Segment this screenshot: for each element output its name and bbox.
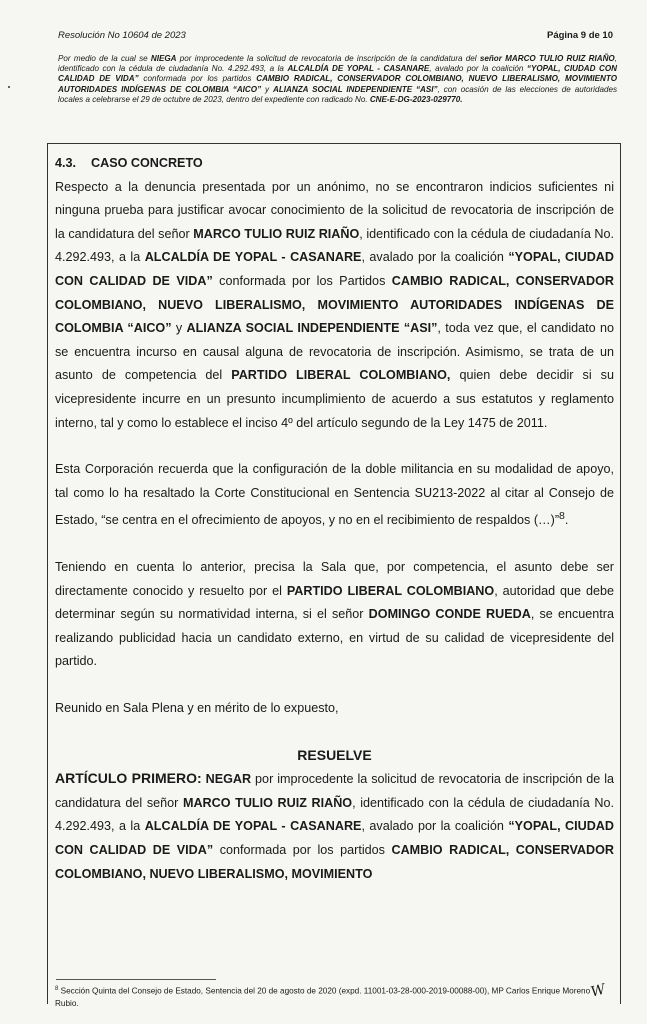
scan-mark bbox=[8, 86, 10, 88]
article-primero: ARTÍCULO PRIMERO: NEGAR por improcedente la solicitud de revocatoria de inscripción de la candidatura del señor MARCO TULIO RUIZ RIAÑO, identificado con la cédula de ciudadanía No. 4.292.493, a la ALCALDÍA DE YOPAL - CASANARE, avalado por la coalición “YOPAL, CIUDAD CON CALIDAD DE VIDA” conformada por los partidos CAMBIO RADICAL, CONSERVADOR COLOMBIANO, NUEVO LIBERALISMO, MOVIMIENTO bbox=[55, 770, 615, 881]
resuelve-heading: RESUELVE bbox=[297, 746, 372, 763]
section-heading bbox=[55, 152, 614, 176]
footnote: $^8$ Sección Quinta del Consejo de Estado, Sentencia del 20 de agosto de 2020 (expd. 11001-03-28-000-2019-00088-00), MP Carlos Enrique Moreno Rubio. bbox=[55, 986, 591, 1008]
section-title: CASO CONCRETO bbox=[91, 156, 203, 170]
page-number: Página 9 de 10 bbox=[546, 30, 613, 41]
page-header bbox=[58, 30, 617, 105]
paragraph-2: Esta Corporación recuerda que la configuración de la doble militancia en su modalidad de apoyo, tal como lo ha resaltado la Corte Constitucional en Sentencia SU213-2022 al citar al Consejo de Estado, “se centra en el ofrecimiento de apoyos, y no en el recibimiento de respaldos (…)”$^8$. bbox=[55, 462, 614, 528]
paragraph-4: Reunido en Sala Plena y en mérito de lo expuesto, bbox=[55, 701, 339, 716]
resolution-summary: Por medio de la cual se NIEGA por improcedente la solicitud de revocatoria de inscripción de la candidatura del señor MARCO TULIO RUIZ RIAÑO, identificado con la cédula de ciudadanía No. 4.292.493, a la ALCALDÍA DE YOPAL - CASANARE, avalado por la coalición “YOPAL, CIUDAD CON CALIDAD DE VIDA” conformada por los partidos CAMBIO RADICAL, CONSERVADOR COLOMBIANO, NUEVO LIBERALISMO, MOVIMIENTO AUTORIDADES INDÍGENAS DE COLOMBIA “AICO” y ALIANZA SOCIAL INDEPENDIENTE “ASI”, con ocasión de las elecciones de autoridades locales a celebrarse el 29 de octubre de 2023, dentro del expediente con radicado No. CNE-E-DG-2023-029770. bbox=[58, 54, 617, 104]
resolution-number: Resolución No 10604 de 2023 bbox=[58, 30, 186, 41]
footnote-divider bbox=[56, 979, 216, 980]
paragraph-1: Respecto a la denuncia presentada por un anónimo, no se encontraron indicios suficientes ni ninguna prueba para justificar avocar conocimiento de la solicitud de revocatoria de inscripción de la candidatura del señor MARCO TULIO RUIZ RIAÑO, identificado con la cédula de ciudadanía No. 4.292.493, a la ALCALDÍA DE YOPAL - CASANARE, avalado por la coalición “YOPAL, CIUDAD CON CALIDAD DE VIDA” conformada por los Partidos CAMBIO RADICAL, CONSERVADOR COLOMBIANO, NUEVO LIBERALISMO, MOVIMIENTO AUTORIDADES INDÍGENAS DE COLOMBIA “AICO” y ALIANZA SOCIAL INDEPENDIENTE “ASI”, toda vez que, el candidato no se encuentra incurso en causal alguna de revocatoria de inscripción. Asimismo, se trata de un asunto de competencia del PARTIDO LIBERAL COLOMBIANO, quien debe decidir si su vicepresidente incurre en un presunto incumplimiento de acuerdo a sus estatutos y reglamento interno, tal y como lo establece el inciso 4º del artículo segundo de la Ley 1475 de 2011. bbox=[55, 179, 615, 430]
section-number: 4.3. bbox=[55, 156, 77, 170]
paragraph-3: Teniendo en cuenta lo anterior, precisa la Sala que, por competencia, el asunto debe ser directamente conocido y resuelto por el PARTIDO LIBERAL COLOMBIANO, autoridad que debe determinar según su normatividad interna, si el señor DOMINGO CONDE RUEDA, se encuentra realizando publicidad hacia un candidato externo, en virtud de su calidad de vicepresidente del partido. bbox=[55, 560, 614, 669]
signature-mark: W bbox=[589, 981, 608, 1001]
document-body bbox=[55, 152, 614, 886]
